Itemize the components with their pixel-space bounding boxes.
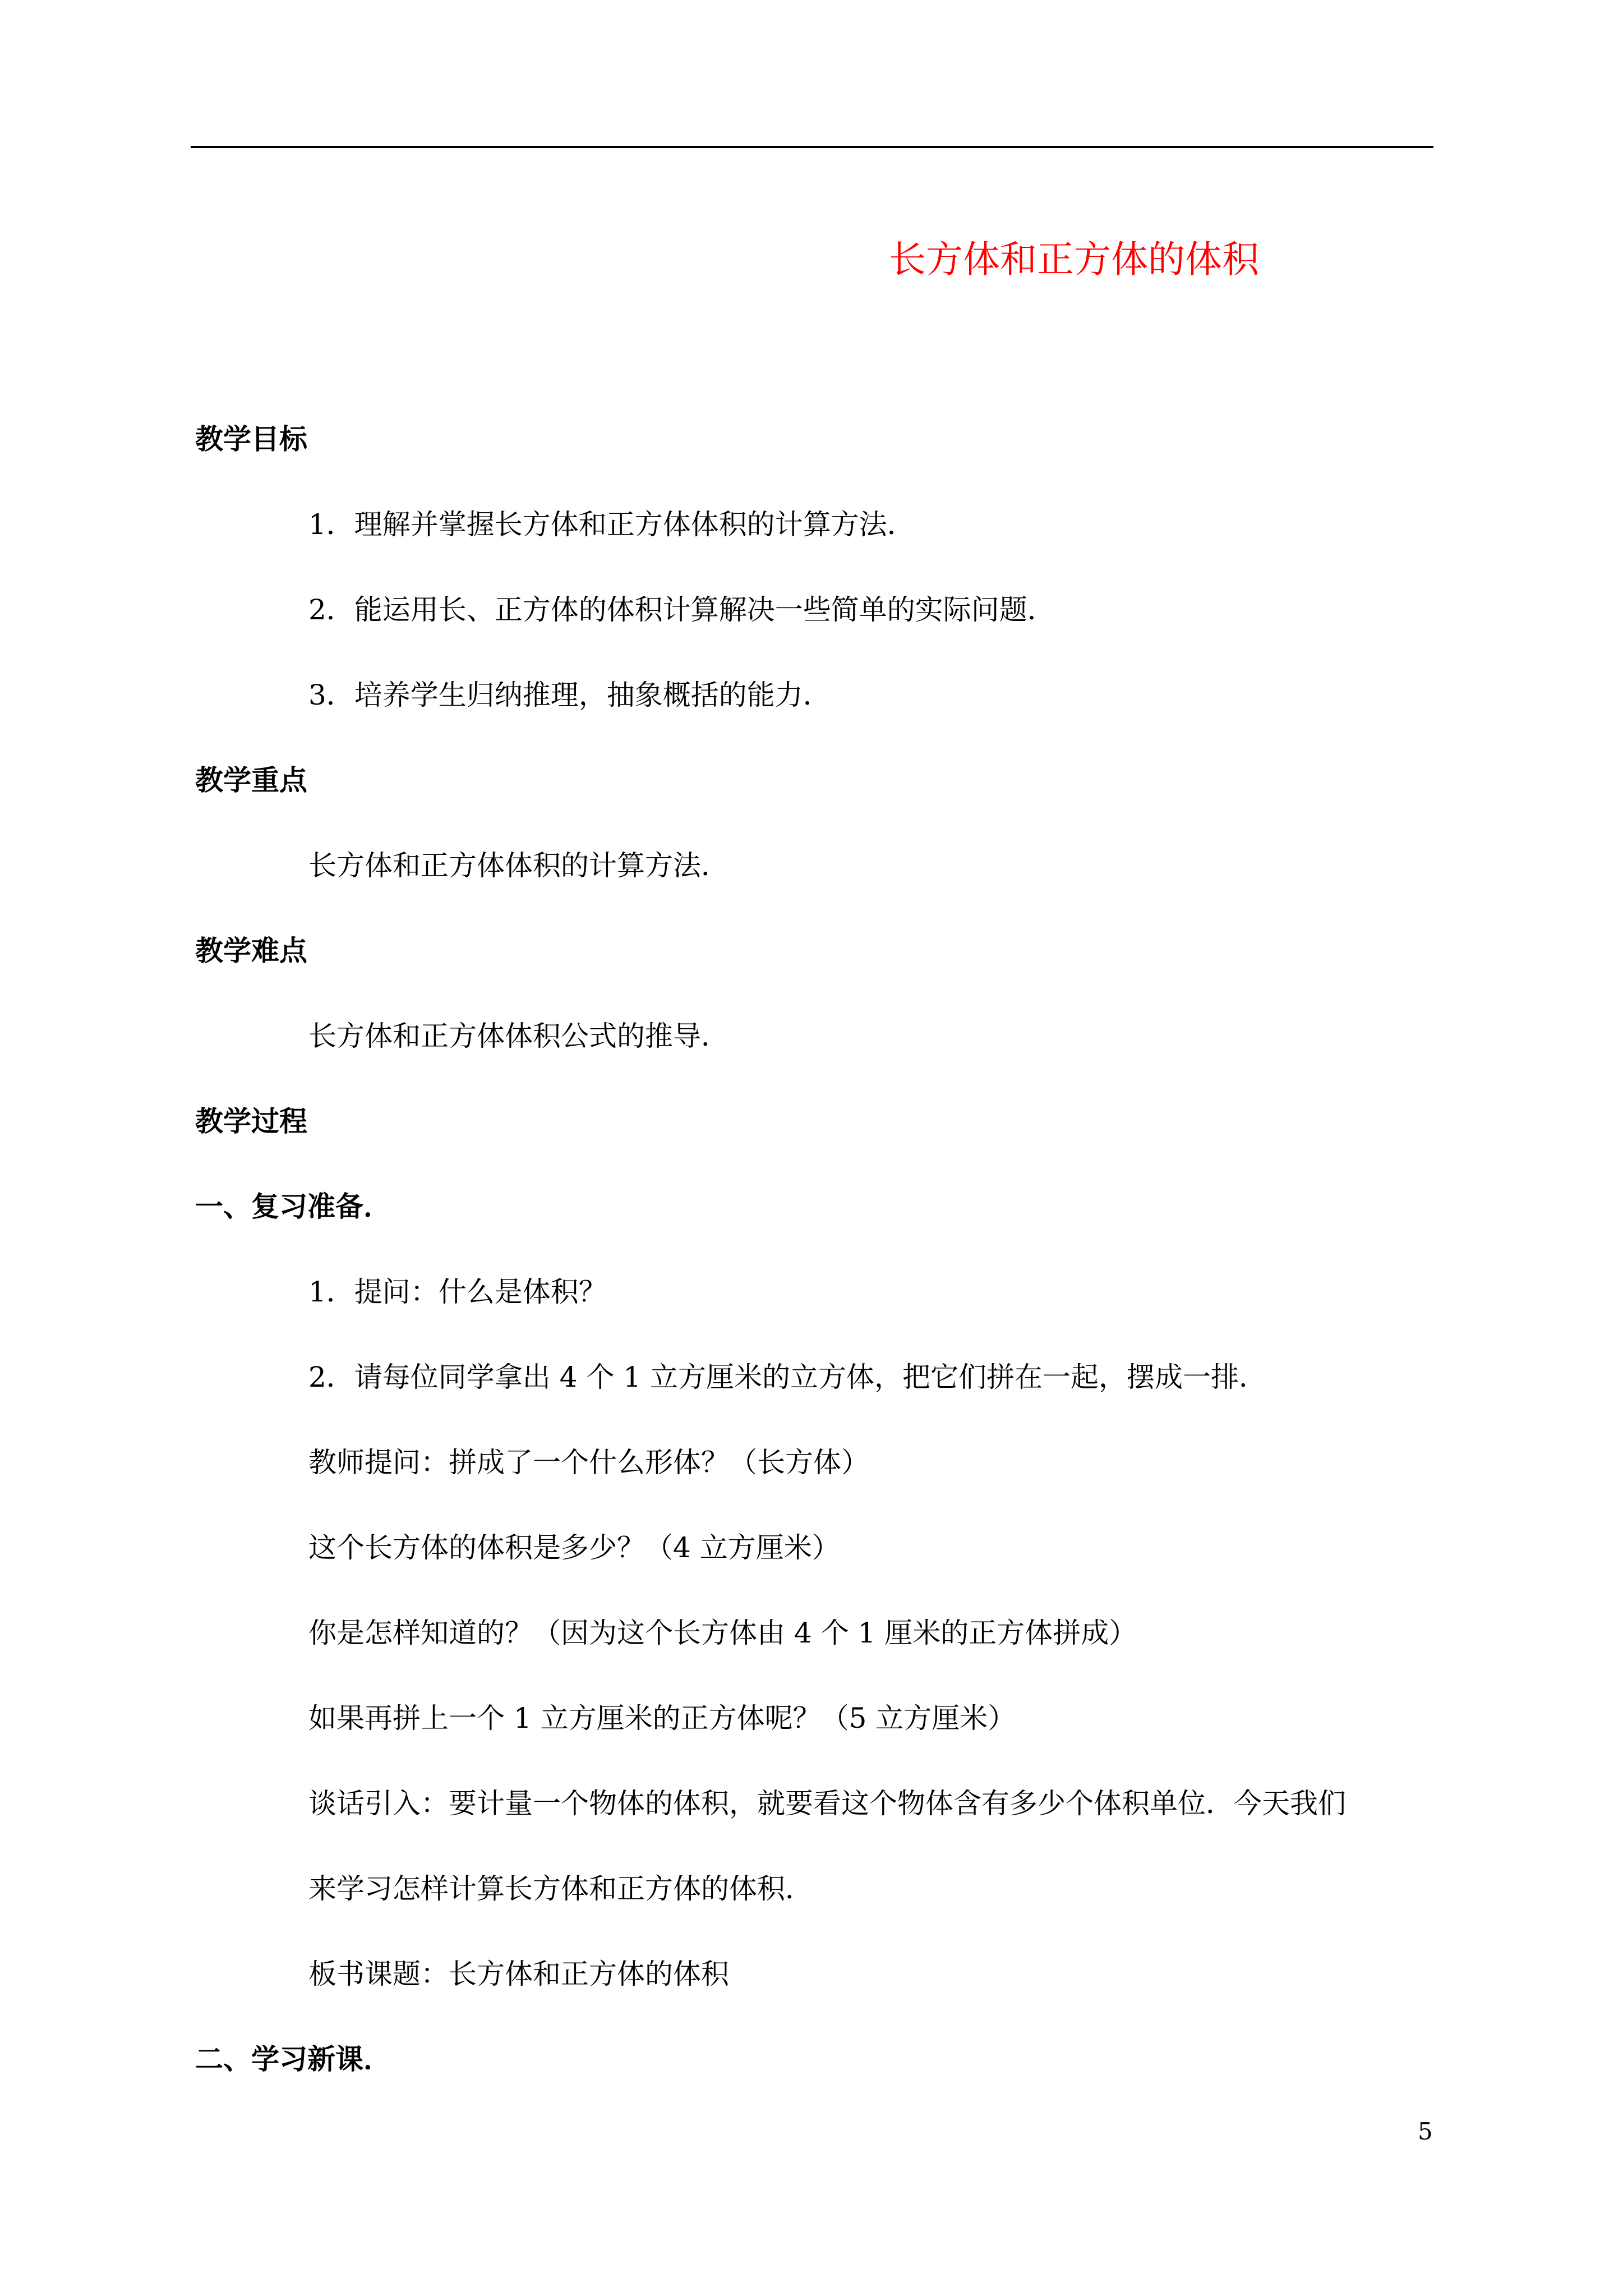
page-number: 5 — [1418, 2118, 1433, 2145]
key-point-text: 长方体和正方体体积的计算方法． — [308, 849, 729, 882]
section-heading-process: 教学过程 — [195, 1105, 307, 1138]
volume-question-text: 这个长方体的体积是多少？（4 立方厘米） — [308, 1531, 840, 1564]
document-title: 长方体和正方体的体积 — [889, 238, 1259, 281]
extension-question-text: 如果再拼上一个 1 立方厘米的正方体呢？（5 立方厘米） — [308, 1702, 1016, 1734]
introduction-text-line-2: 来学习怎样计算长方体和正方体的体积． — [308, 1872, 813, 1905]
objective-item-1: 1．理解并掌握长方体和正方体体积的计算方法． — [308, 508, 915, 541]
section-heading-key-points: 教学重点 — [195, 763, 307, 797]
board-title-text: 板书课题：长方体和正方体的体积 — [308, 1958, 729, 1990]
subsection-heading-new-lesson: 二、学习新课． — [195, 2042, 391, 2076]
section-heading-objectives: 教学目标 — [195, 422, 307, 455]
teacher-question-text: 教师提问：拼成了一个什么形体？（长方体） — [308, 1446, 869, 1479]
objective-item-3: 3．培养学生归纳推理，抽象概括的能力． — [308, 679, 831, 711]
review-item-1: 1．提问：什么是体积？ — [308, 1276, 607, 1308]
review-item-2: 2．请每位同学拿出 4 个 1 立方厘米的立方体，把它们拼在一起，摆成一排． — [308, 1361, 1267, 1393]
difficulty-text: 长方体和正方体体积公式的推导． — [308, 1020, 729, 1052]
section-heading-difficulties: 教学难点 — [195, 934, 307, 967]
header-rule — [191, 146, 1433, 148]
reason-question-text: 你是怎样知道的？（因为这个长方体由 4 个 1 厘米的正方体拼成） — [308, 1617, 1137, 1649]
subsection-heading-review: 一、复习准备． — [195, 1190, 391, 1223]
introduction-text-line-1: 谈话引入：要计量一个物体的体积，就要看这个物体含有多少个体积单位．今天我们 — [308, 1787, 1346, 1820]
objective-item-2: 2．能运用长、正方体的体积计算解决一些简单的实际问题． — [308, 593, 1055, 626]
